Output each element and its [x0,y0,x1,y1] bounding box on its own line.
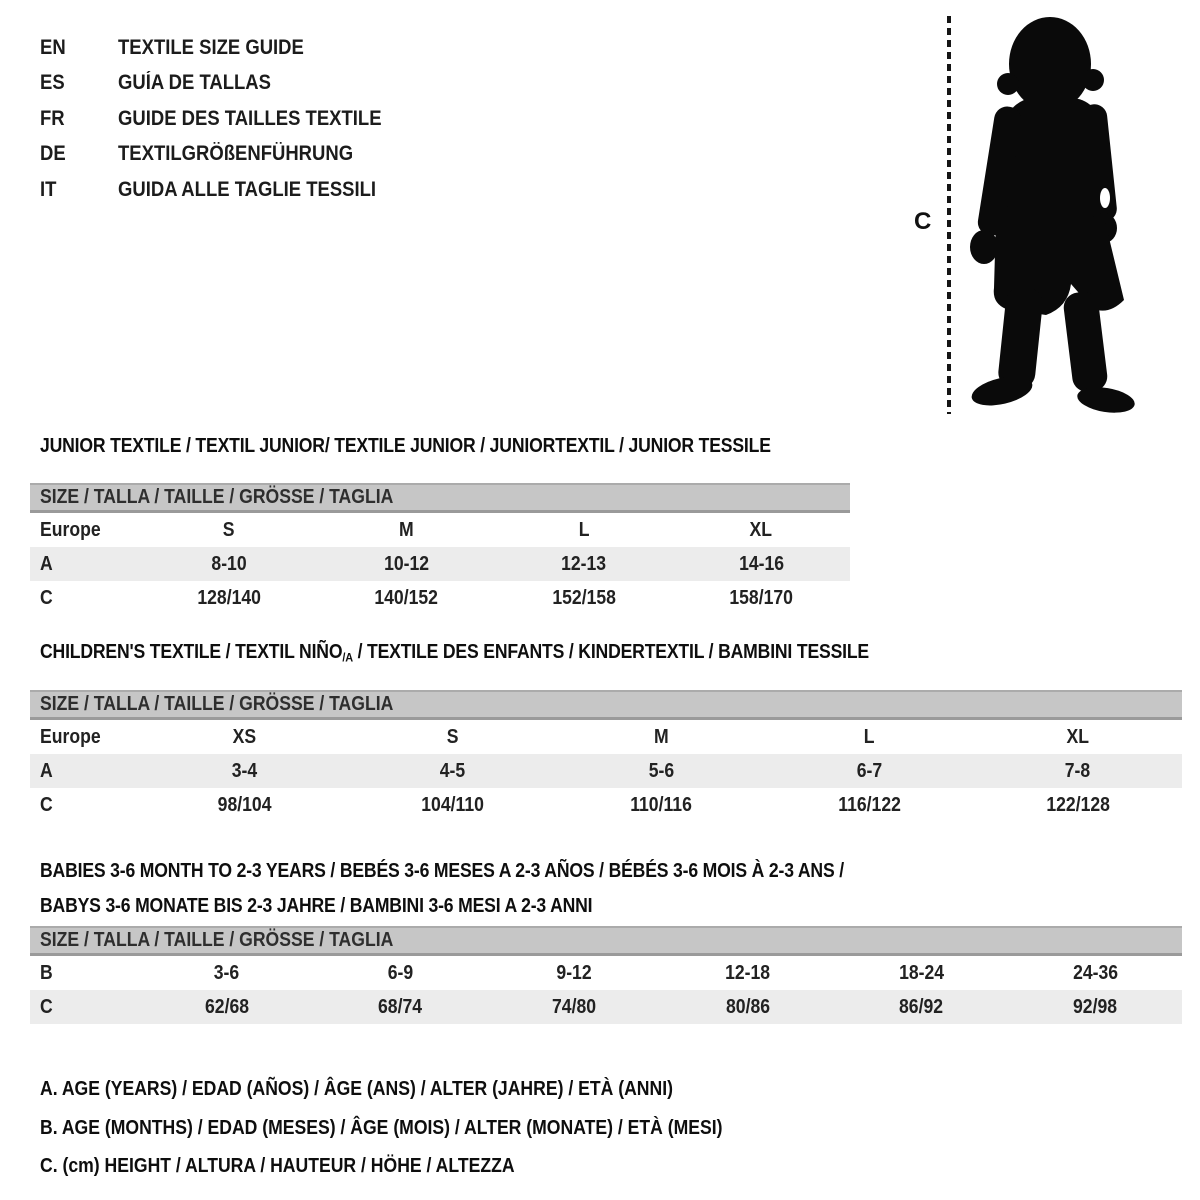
row-label: Europe [40,725,101,748]
size-cell: 74/80 [552,995,597,1018]
size-cell: 140/152 [374,586,439,609]
language-row [40,101,417,137]
size-cell: 98/104 [217,793,272,816]
language-title: GUIDA ALLE TAGLIE TESSILI [118,177,377,201]
footnote: C. (cm) HEIGHT / ALTURA / HAUTEUR / HÖHE / ALTEZZA [40,1155,515,1177]
language-code: FR [40,106,65,130]
size-cell: 7-8 [1065,759,1091,782]
size-cell: 158/170 [729,586,794,609]
language-row [40,30,417,66]
language-code: DE [40,142,66,166]
babies-section-title [40,854,954,924]
language-code: EN [40,35,66,59]
size-cell: 86/92 [899,995,944,1018]
size-cell: 5-6 [648,759,674,782]
size-cell: 9-12 [556,961,592,984]
footnote: A. AGE (YEARS) / EDAD (AÑOS) / ÂGE (ANS) / ALTER (JAHRE) / ETÀ (ANNI) [40,1078,673,1100]
babies-title-line1: BABIES 3-6 MONTH TO 2-3 YEARS / BEBÉS 3-6 MESES A 2-3 AÑOS / BÉBÉS 3-6 MOIS À 2-3 ANS / [40,860,844,882]
size-cell: 80/86 [725,995,770,1018]
language-list [40,30,417,208]
size-cell: 3-4 [231,759,257,782]
row-label: C [40,793,53,816]
language-code: ES [40,71,65,95]
size-cell: 3-6 [214,961,240,984]
nino-a-subscript: /A [342,650,353,665]
table-body [30,956,1182,1024]
table-row [30,754,1182,788]
table-row [30,956,1182,990]
size-cell: 6-7 [856,759,883,782]
size-cell: XS [232,725,256,748]
size-cell: 24-36 [1072,961,1118,984]
size-cell: L [578,518,590,541]
size-cell: 62/68 [204,995,249,1018]
size-cell: 12-18 [725,961,771,984]
size-cell: M [398,518,414,541]
size-cell: 68/74 [378,995,423,1018]
size-cell: XL [750,518,773,541]
junior-section-title: JUNIOR TEXTILE / TEXTIL JUNIOR/ TEXTILE JUNIOR / JUNIORTEXTIL / JUNIOR TESSILE [40,435,771,457]
size-cell: 6-9 [387,961,414,984]
table-row [30,990,1182,1024]
size-header-bar: SIZE / TALLA / TAILLE / GRÖSSE / TAGLIA [30,926,1182,956]
size-cell: 4-5 [439,759,466,782]
table-row [30,581,850,615]
row-label: A [40,759,53,782]
table-row [30,547,850,581]
row-label: C [40,995,53,1018]
size-cell: 122/128 [1046,793,1110,816]
table-row [30,513,850,547]
size-cell: 92/98 [1073,995,1118,1018]
footnote: B. AGE (MONTHS) / EDAD (MESES) / ÂGE (MOIS) / ALTER (MONATE) / ETÀ (MESI) [40,1116,723,1139]
toddler-silhouette-icon [958,12,1140,416]
size-cell: L [864,725,875,748]
language-row [40,137,417,173]
size-cell: S [446,725,459,748]
language-title: TEXTILE SIZE GUIDE [118,35,304,59]
size-cell: 104/110 [421,793,484,816]
language-title: TEXTILGRÖßENFÜHRUNG [118,142,354,166]
size-cell: 152/158 [551,586,616,609]
children-size-table [30,690,1182,822]
table-row [30,720,1182,754]
row-label: Europe [40,518,101,541]
babies-size-table [30,926,1182,1024]
language-row [40,66,417,102]
table-body [30,720,1182,822]
language-title: GUIDE DES TAILLES TEXTILE [118,106,382,130]
size-cell: 14-16 [738,552,784,575]
size-cell: 110/116 [630,793,692,816]
junior-size-table [30,483,850,615]
size-cell: 8-10 [211,552,247,575]
size-cell: 128/140 [196,586,261,609]
size-cell: S [222,518,235,541]
row-label: C [40,586,53,609]
size-header-bar: SIZE / TALLA / TAILLE / GRÖSSE / TAGLIA [30,483,850,513]
size-cell: XL [1066,725,1090,748]
size-header-bar: SIZE / TALLA / TAILLE / GRÖSSE / TAGLIA [30,690,1182,720]
language-code: IT [40,177,57,201]
children-section-title: CHILDREN'S TEXTILE / TEXTIL $NIÑO_{/A}$ / TEXTILE DES ENFANTS / KINDERTEXTIL / BAMBINI TESSILE [40,641,869,665]
babies-title-line2: BABYS 3-6 MONATE BIS 2-3 JAHRE / BAMBINI 3-6 MESI A 2-3 ANNI [40,895,593,917]
size-cell: 10-12 [383,552,429,575]
footnote-list [40,1070,816,1186]
row-label: A [40,552,53,575]
language-title: GUÍA DE TALLAS [118,71,271,95]
size-cell: 12-13 [561,552,607,575]
size-cell: M [653,725,669,748]
height-measure-label: C [914,208,932,235]
size-cell: 18-24 [899,961,945,984]
size-cell: 116/122 [838,793,901,816]
row-label: B [40,961,53,984]
table-body [30,513,850,615]
height-measure-dashed-line [947,16,951,414]
language-row [40,172,417,208]
table-row [30,788,1182,822]
